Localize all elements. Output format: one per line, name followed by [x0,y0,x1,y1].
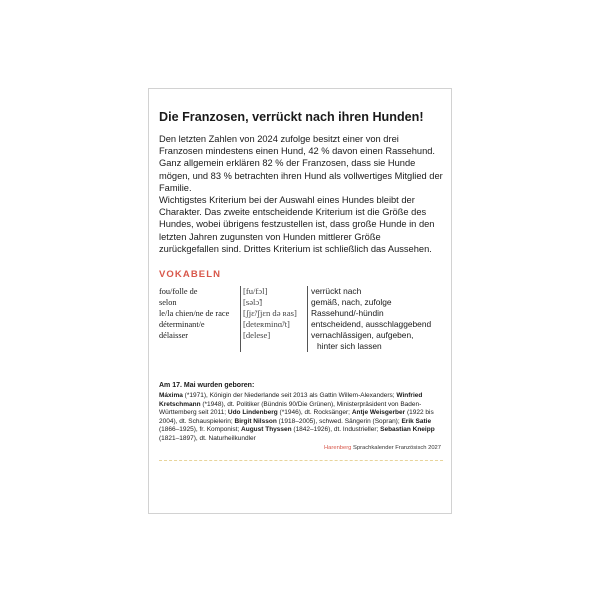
vocab-german-translation: hinter sich lassen [317,341,382,352]
article-title: Die Franzosen, verrückt nach ihren Hunden! [159,110,424,124]
article-paragraph-1: Den letzten Zahlen von 2024 zufolge besitzt einer von drei Franzosen mindestens einen Hund, 42 % davon einen Rassehund. Ganz allgemein erklären 82 % der Franzosen, dass sie Hunde mögen, und 83 % betrachten ihren Hund als vollwertiges Mitglied der Familie. [159,134,443,193]
vocab-phonetic: [deteʀminɑ̃/t] [243,319,290,330]
vocab-phonetic: [delese] [243,330,271,341]
footer-credit [324,445,441,451]
footer-title: Sprachkalender Französisch 2027 [351,445,441,451]
dashed-cut-line [159,460,443,461]
vocab-german-column [311,286,441,352]
birthday-description: (1866–1925), fr. Komponist; [159,426,242,434]
birthday-description: (*1948), dt. Politiker (Bündnis 90/Die Grünen), Ministerpräsident von Baden-Württemberg seit 2011; [159,400,422,417]
birthday-name: Birgit Nilsson [234,417,277,425]
birthday-description: (1821–1897), dt. Naturheilkundler [159,434,256,442]
vocab-french-term: le/la chien/ne de race [159,309,230,319]
birthday-name: Sebastian Kneipp [380,426,435,434]
vocab-german-translation: verrückt nach [311,286,362,297]
article [159,109,443,376]
vocab-french-term: selon [159,298,177,308]
vocab-table [159,286,443,376]
birthday-name: Udo Lindenberg [227,409,278,417]
vocab-phonetic: [ʃjɛ̃/ʃjɛn də ʀas] [243,308,297,319]
birthday-description: (1922 bis 2004), dt. Schauspielerin; [159,409,434,425]
birthday-name: Antje Weisgerber [351,409,406,417]
vocab-phonetic: [səlɔ̃] [243,297,263,308]
vocab-german-translation: Rassehund/-hündin [311,308,384,319]
vocab-german-translation: vernachlässigen, aufgeben, [311,330,414,341]
birthday-description: (*1971), Königin der Niederlande seit 2013 als Gattin Willem-Alexanders; [182,392,397,399]
birthday-description: (1918–2005), schwed. Sängerin (Sopran); [276,417,402,425]
vocab-french-term: déterminant/e [159,320,205,330]
footer-brand: Harenberg [324,445,352,451]
vocab-french-term: fou/folle de [159,287,198,297]
vocab-divider [240,286,241,352]
vocab-french-column [159,286,239,341]
vocab-divider [307,286,308,352]
birthdays-text [159,392,443,444]
birthdays-section [159,381,443,444]
birthday-name: Máxima [159,392,183,399]
calendar-page [148,88,452,514]
vocab-german-translation: gemäß, nach, zufolge [311,297,392,308]
birthday-name: August Thyssen [241,426,292,434]
birthday-description: (*1946), dt. Rocksänger; [277,409,352,417]
birthdays-title: Am 17. Mai wurden geboren: [159,382,255,389]
article-paragraph-2: Wichtigstes Kriterium bei der Auswahl eines Hundes bleibt der Charakter. Das zweite entscheidende Kriterium ist die Größe des Hundes, wobei übrigens festzustellen ist, dass große Hunde in den letzten Jahren zugunsten von Hunden mittlerer Größe zurückgefallen sind. Drittes Kriterium ist schließlich das Aussehen. [159,195,435,254]
vocab-phonetic-column [243,286,305,341]
vocab-heading: VOKABELN [159,269,222,281]
birthday-description: (1842–1926), dt. Industrieller; [291,426,381,434]
vocab-phonetic: [fu/fɔl] [243,286,268,297]
birthday-name: Erik Satie [401,417,432,425]
vocab-french-term: délaisser [159,331,189,341]
birthday-name: Winfried Kretschmann [159,392,423,408]
vocab-german-translation: entscheidend, ausschlaggebend [311,319,432,330]
